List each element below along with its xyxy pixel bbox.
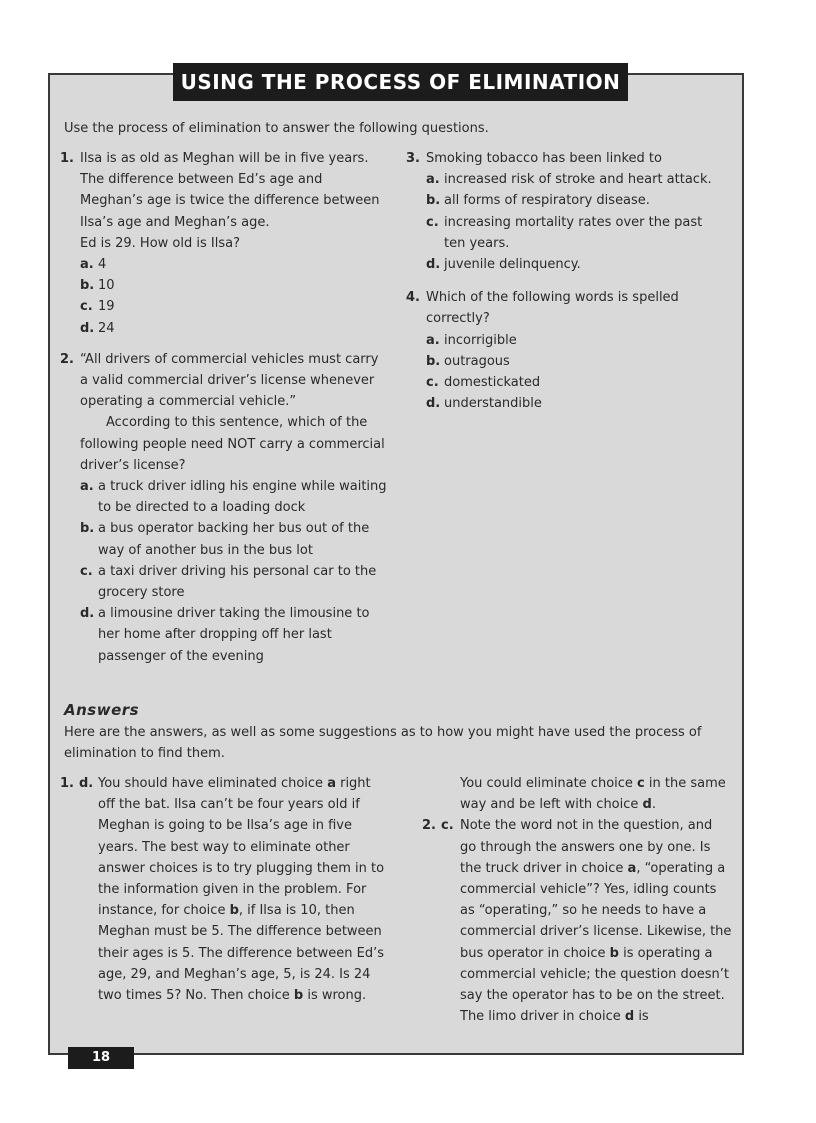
question-text: Ilsa is as old as Meghan will be in five years. The difference between Ed’s age and Meghan’s age is twice the difference between Ilsa’s age and Meghan’s age. [80, 151, 380, 230]
choice-text: a bus operator backing her bus out of the way of another bus in the bus lot [98, 521, 370, 558]
choice-letter: d. [80, 606, 95, 622]
choice-letter: b. [426, 193, 441, 209]
question-number: 3. [406, 151, 420, 166]
answers-right-column [410, 773, 732, 1027]
answer-1 [48, 773, 388, 1006]
choice [426, 254, 724, 275]
choice-text: understandible [444, 396, 542, 412]
choice-text: all forms of respiratory disease. [444, 193, 650, 209]
choice-text: incorrigible [444, 332, 517, 348]
choice-text: outragous [444, 353, 510, 369]
answer-explanation: You could eliminate choice c in the same way and be left with choice d. [460, 776, 726, 813]
page-title: USING THE PROCESS OF ELIMINATION [173, 63, 628, 101]
question-text: According to this sentence, which of the following people need NOT carry a commercial driver’s license? [80, 415, 385, 473]
choice [80, 518, 388, 560]
answer-explanation: You should have eliminated choice a right off the bat. Ilsa can’t be four years old if Meghan is going to be Ilsa’s age in five years. The best way to eliminate other answer choices is to try plugging them in to the information given in the problem. For instance, for choice b, if Ilsa is 10, then Meghan must be 5. The difference between their ages is 5. The difference between Ed’s age, 29, and Meghan’s age, 5, is 24. Is 24 two times 5? No. Then choice b is wrong. [98, 776, 385, 1004]
choice-letter: b. [426, 353, 441, 369]
choice-letter: b. [80, 278, 95, 294]
answer-2 [410, 815, 732, 1027]
answer-explanation: Note the word not in the question, and go through the answers one by one. Is the truck driver in choice a, “operating a commercial vehicle”? Yes, idling counts as “operating,” so he needs to have a commercial driver’s license. Likewise, the bus operator in choice b is operating a commercial vehicle; the question doesn’t say the operator has to be on the street. The limo driver in choice d is [460, 818, 732, 1025]
question-text: Ed is 29. How old is Ilsa? [80, 235, 240, 251]
choice-letter: c. [426, 375, 439, 391]
answers-left-column [48, 773, 388, 1006]
choice-text: a taxi driver driving his personal car to the grocery store [98, 563, 377, 601]
choice-text: 19 [98, 299, 115, 315]
choice-text: juvenile delinquency. [444, 257, 581, 273]
question-text: Which of the following words is spelled correctly? [426, 290, 679, 327]
choice-text: 10 [98, 278, 115, 294]
answers-heading: Answers [64, 701, 140, 719]
choice-letter: b. [80, 521, 95, 537]
question-number: 1. [60, 151, 74, 166]
answer-letter: c. [441, 818, 454, 834]
choice [426, 330, 724, 351]
answer-letter: d. [79, 776, 94, 791]
question-text: Smoking tobacco has been linked to [426, 151, 662, 166]
question-number: 4. [406, 290, 420, 306]
choice-text: 24 [98, 320, 115, 336]
choice [80, 476, 388, 518]
answer-number: 2. [422, 818, 436, 834]
choice-text: increased risk of stroke and heart attack. [444, 172, 712, 188]
choice-letter: d. [426, 257, 441, 273]
choice-letter: d. [80, 320, 95, 336]
choice [426, 372, 724, 393]
choice-letter: a. [80, 257, 94, 273]
choice [80, 603, 388, 667]
question-number: 2. [60, 351, 74, 367]
choice [426, 351, 724, 372]
choice-letter: a. [426, 172, 440, 188]
choice-text: domestickated [444, 375, 541, 391]
choice-letter: c. [80, 299, 93, 315]
choice-text: increasing mortality rates over the past ten years. [444, 214, 703, 251]
choice [80, 254, 388, 275]
choice-letter: d. [426, 396, 441, 412]
choice [426, 169, 724, 190]
choice [80, 561, 388, 603]
question-1 [48, 148, 388, 339]
choice [80, 275, 388, 296]
answer-number: 1. [60, 776, 74, 791]
instructions: Use the process of elimination to answer the following questions. [64, 121, 489, 136]
choice-text: a truck driver idling his engine while waiting to be directed to a loading dock [98, 479, 387, 516]
choice-text: a limousine driver taking the limousine to her home after dropping off her last passenger of the evening [98, 606, 370, 664]
choice [80, 318, 388, 339]
choice [426, 190, 724, 211]
questions-right-column [394, 148, 724, 414]
question-text: “All drivers of commercial vehicles must carry a valid commercial driver’s license whenever operating a commercial vehicle.” [80, 351, 379, 410]
question-2 [48, 349, 388, 667]
choice-text: 4 [98, 257, 107, 273]
choice [426, 212, 724, 254]
questions-left-column [48, 148, 388, 667]
choice-letter: c. [80, 563, 93, 579]
question-4 [394, 287, 724, 414]
choice-letter: c. [426, 214, 439, 230]
question-3 [394, 148, 724, 275]
choice [426, 393, 724, 414]
answer-1-continued [410, 773, 732, 815]
answers-intro: Here are the answers, as well as some suggestions as to how you might have used the process of elimination to find them. [64, 725, 702, 761]
choice-letter: a. [426, 332, 440, 348]
choice [80, 296, 388, 317]
choice-letter: a. [80, 479, 94, 495]
page-number: 18 [68, 1047, 134, 1069]
